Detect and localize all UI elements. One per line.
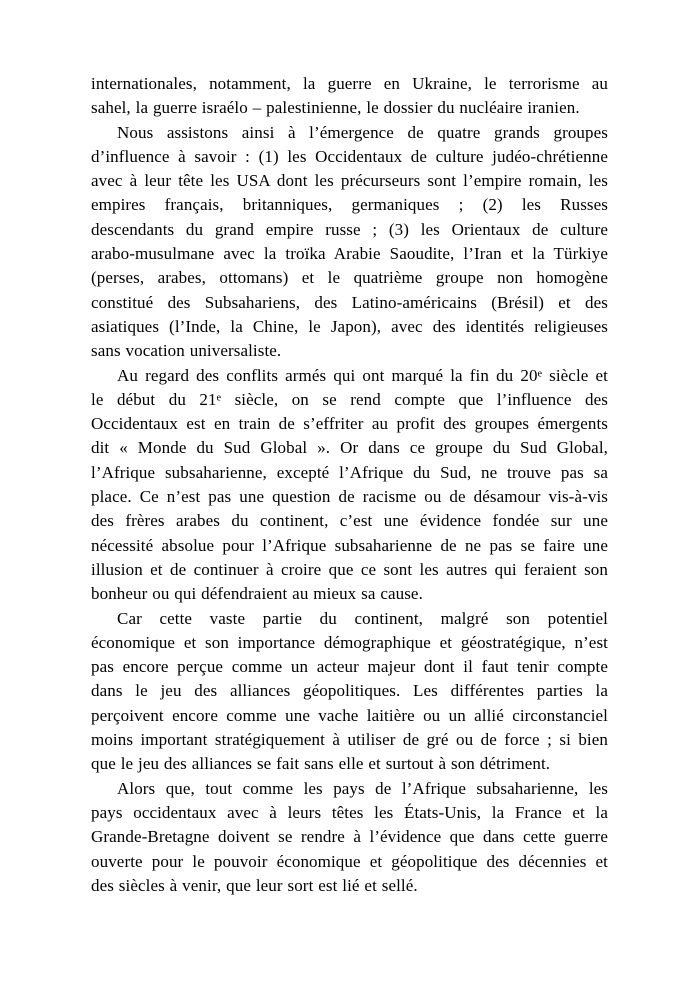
text-line: (perses, arabes, ottomans) et le quatrième groupe non homogène <box>91 268 608 288</box>
text-line: Alors que, tout comme les pays de l’Afrique subsaharienne, les <box>117 778 608 798</box>
text-line: ouverte pour le pouvoir économique et géopolitique des décennies et <box>91 851 608 871</box>
text-line: place. Ce n’est pas une question de racisme ou de désamour vis-à-vis <box>91 487 608 507</box>
text-line: constitué des Subsahariens, des Latino-américains (Brésil) et des <box>91 292 608 312</box>
text-line: internationales, notamment, la guerre en Ukraine, le terrorisme au <box>91 74 608 93</box>
text-line: sans vocation universaliste. <box>91 341 282 361</box>
text-line: économique et son importance démographique et géostratégique, n’est <box>91 632 608 652</box>
text-line: le début du 21ᵉ siècle, on se rend compte que l’influence des <box>91 389 608 409</box>
text-line: empires français, britanniques, germaniques ; (2) les Russes <box>91 195 608 215</box>
text-line: illusion et de continuer à croire que ce sont les autres qui feraient son <box>91 559 608 579</box>
text-line: d’influence à savoir : (1) les Occidentaux de culture judéo-chrétienne <box>91 146 608 166</box>
text-block <box>91 72 608 898</box>
text-line: des siècles à venir, que leur sort est lié et sellé. <box>91 875 418 895</box>
text-line: sahel, la guerre israélo – palestinienne, le dossier du nucléaire iranien. <box>91 98 580 118</box>
text-line: arabo-musulmane avec la troïka Arabie Saoudite, l’Iran et la Türkiye <box>91 244 608 264</box>
text-line: Nous assistons ainsi à l’émergence de quatre grands groupes <box>117 122 608 142</box>
text-line: Car cette vaste partie du continent, malgré son potentiel <box>117 608 608 628</box>
text-line: des frères arabes du continent, c’est une évidence fondée sur une <box>91 511 608 531</box>
text-line: avec à leur tête les USA dont les précurseurs sont l’empire romain, les <box>91 171 608 191</box>
text-line: Grande-Bretagne doivent se rendre à l’évidence que dans cette guerre <box>91 827 608 847</box>
text-line: bonheur ou qui défendraient au mieux sa cause. <box>91 584 423 604</box>
text-line: pas encore perçue comme un acteur majeur dont il faut tenir compte <box>91 657 608 677</box>
text-line: dans le jeu des alliances géopolitiques. Les différentes parties la <box>91 681 608 701</box>
text-line: l’Afrique subsaharienne, excepté l’Afrique du Sud, ne trouve pas sa <box>91 462 608 482</box>
text-line: asiatiques (l’Inde, la Chine, le Japon), avec des identités religieuses <box>91 316 608 336</box>
text-line: descendants du grand empire russe ; (3) les Orientaux de culture <box>91 219 608 239</box>
text-line: Occidentaux est en train de s’effriter au profit des groupes émergents <box>91 414 608 434</box>
text-line: que le jeu des alliances se fait sans elle et surtout à son détriment. <box>91 754 551 774</box>
text-line: moins important stratégiquement à utiliser de gré ou de force ; si bien <box>91 730 608 750</box>
text-line: dit « Monde du Sud Global ». Or dans ce groupe du Sud Global, <box>91 438 608 458</box>
text-line: perçoivent encore comme une vache laitière ou un allié circonstanciel <box>91 705 608 725</box>
text-line: nécessité absolue pour l’Afrique subsaharienne de ne pas se faire une <box>91 535 608 555</box>
text-line: pays occidentaux avec à leurs têtes les États-Unis, la France et la <box>91 802 608 822</box>
text-line: Au regard des conflits armés qui ont marqué la fin du 20ᵉ siècle et <box>117 365 608 385</box>
